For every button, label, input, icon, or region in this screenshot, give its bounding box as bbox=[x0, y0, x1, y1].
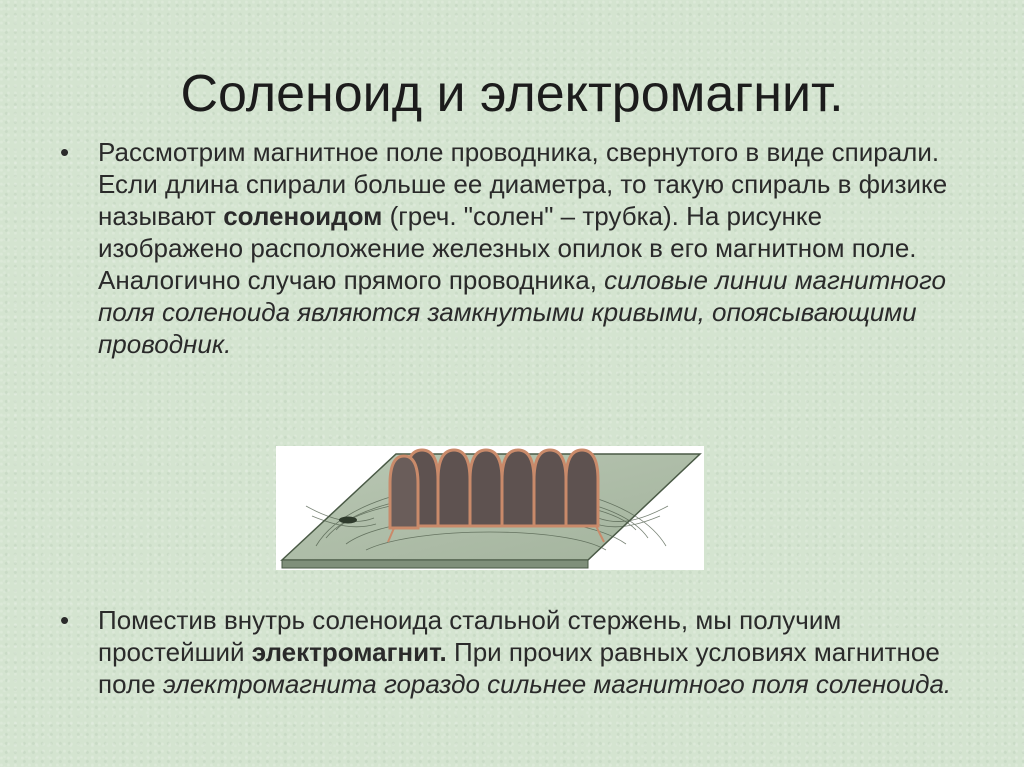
text-plain: Поместив внутрь соленоида стальной стержень, мы получим простейший bbox=[98, 605, 842, 667]
text-bold-term: соленоидом bbox=[223, 201, 383, 231]
text-italic-emphasis: силовые линии магнитного поля соленоида являются замкнутыми кривыми, опоясывающими проводник. bbox=[98, 265, 946, 359]
bullet-electromagnet bbox=[60, 604, 960, 700]
text-plain: При прочих равных условиях магнитное поле bbox=[98, 637, 940, 699]
slide-title: Соленоид и электромагнит. bbox=[180, 65, 844, 123]
bullet-marker: • bbox=[60, 137, 70, 167]
text-plain: (греч. "солен" – трубка). На рисунке изображено расположение железных опилок в его магнитном поле. Аналогично случаю прямого проводника, bbox=[98, 201, 917, 295]
filings-clump bbox=[339, 517, 357, 524]
text-bold-term: электромагнит. bbox=[251, 637, 447, 667]
board-edge bbox=[282, 560, 588, 568]
bullet-solenoid bbox=[60, 136, 960, 360]
bullet-text bbox=[98, 604, 960, 700]
solenoid-illustration bbox=[276, 446, 704, 570]
solenoid-figure bbox=[276, 446, 704, 570]
text-plain: Рассмотрим магнитное поле проводника, свернутого в виде спирали. Если длина спирали больше ее диаметра, то такую спираль в физике называют bbox=[98, 137, 948, 231]
coil-loops bbox=[390, 450, 598, 528]
text-italic-emphasis: электромагнита гораздо сильнее магнитного поля соленоида. bbox=[162, 669, 952, 699]
bullet-text bbox=[98, 136, 960, 360]
bullet-marker: • bbox=[60, 605, 70, 635]
